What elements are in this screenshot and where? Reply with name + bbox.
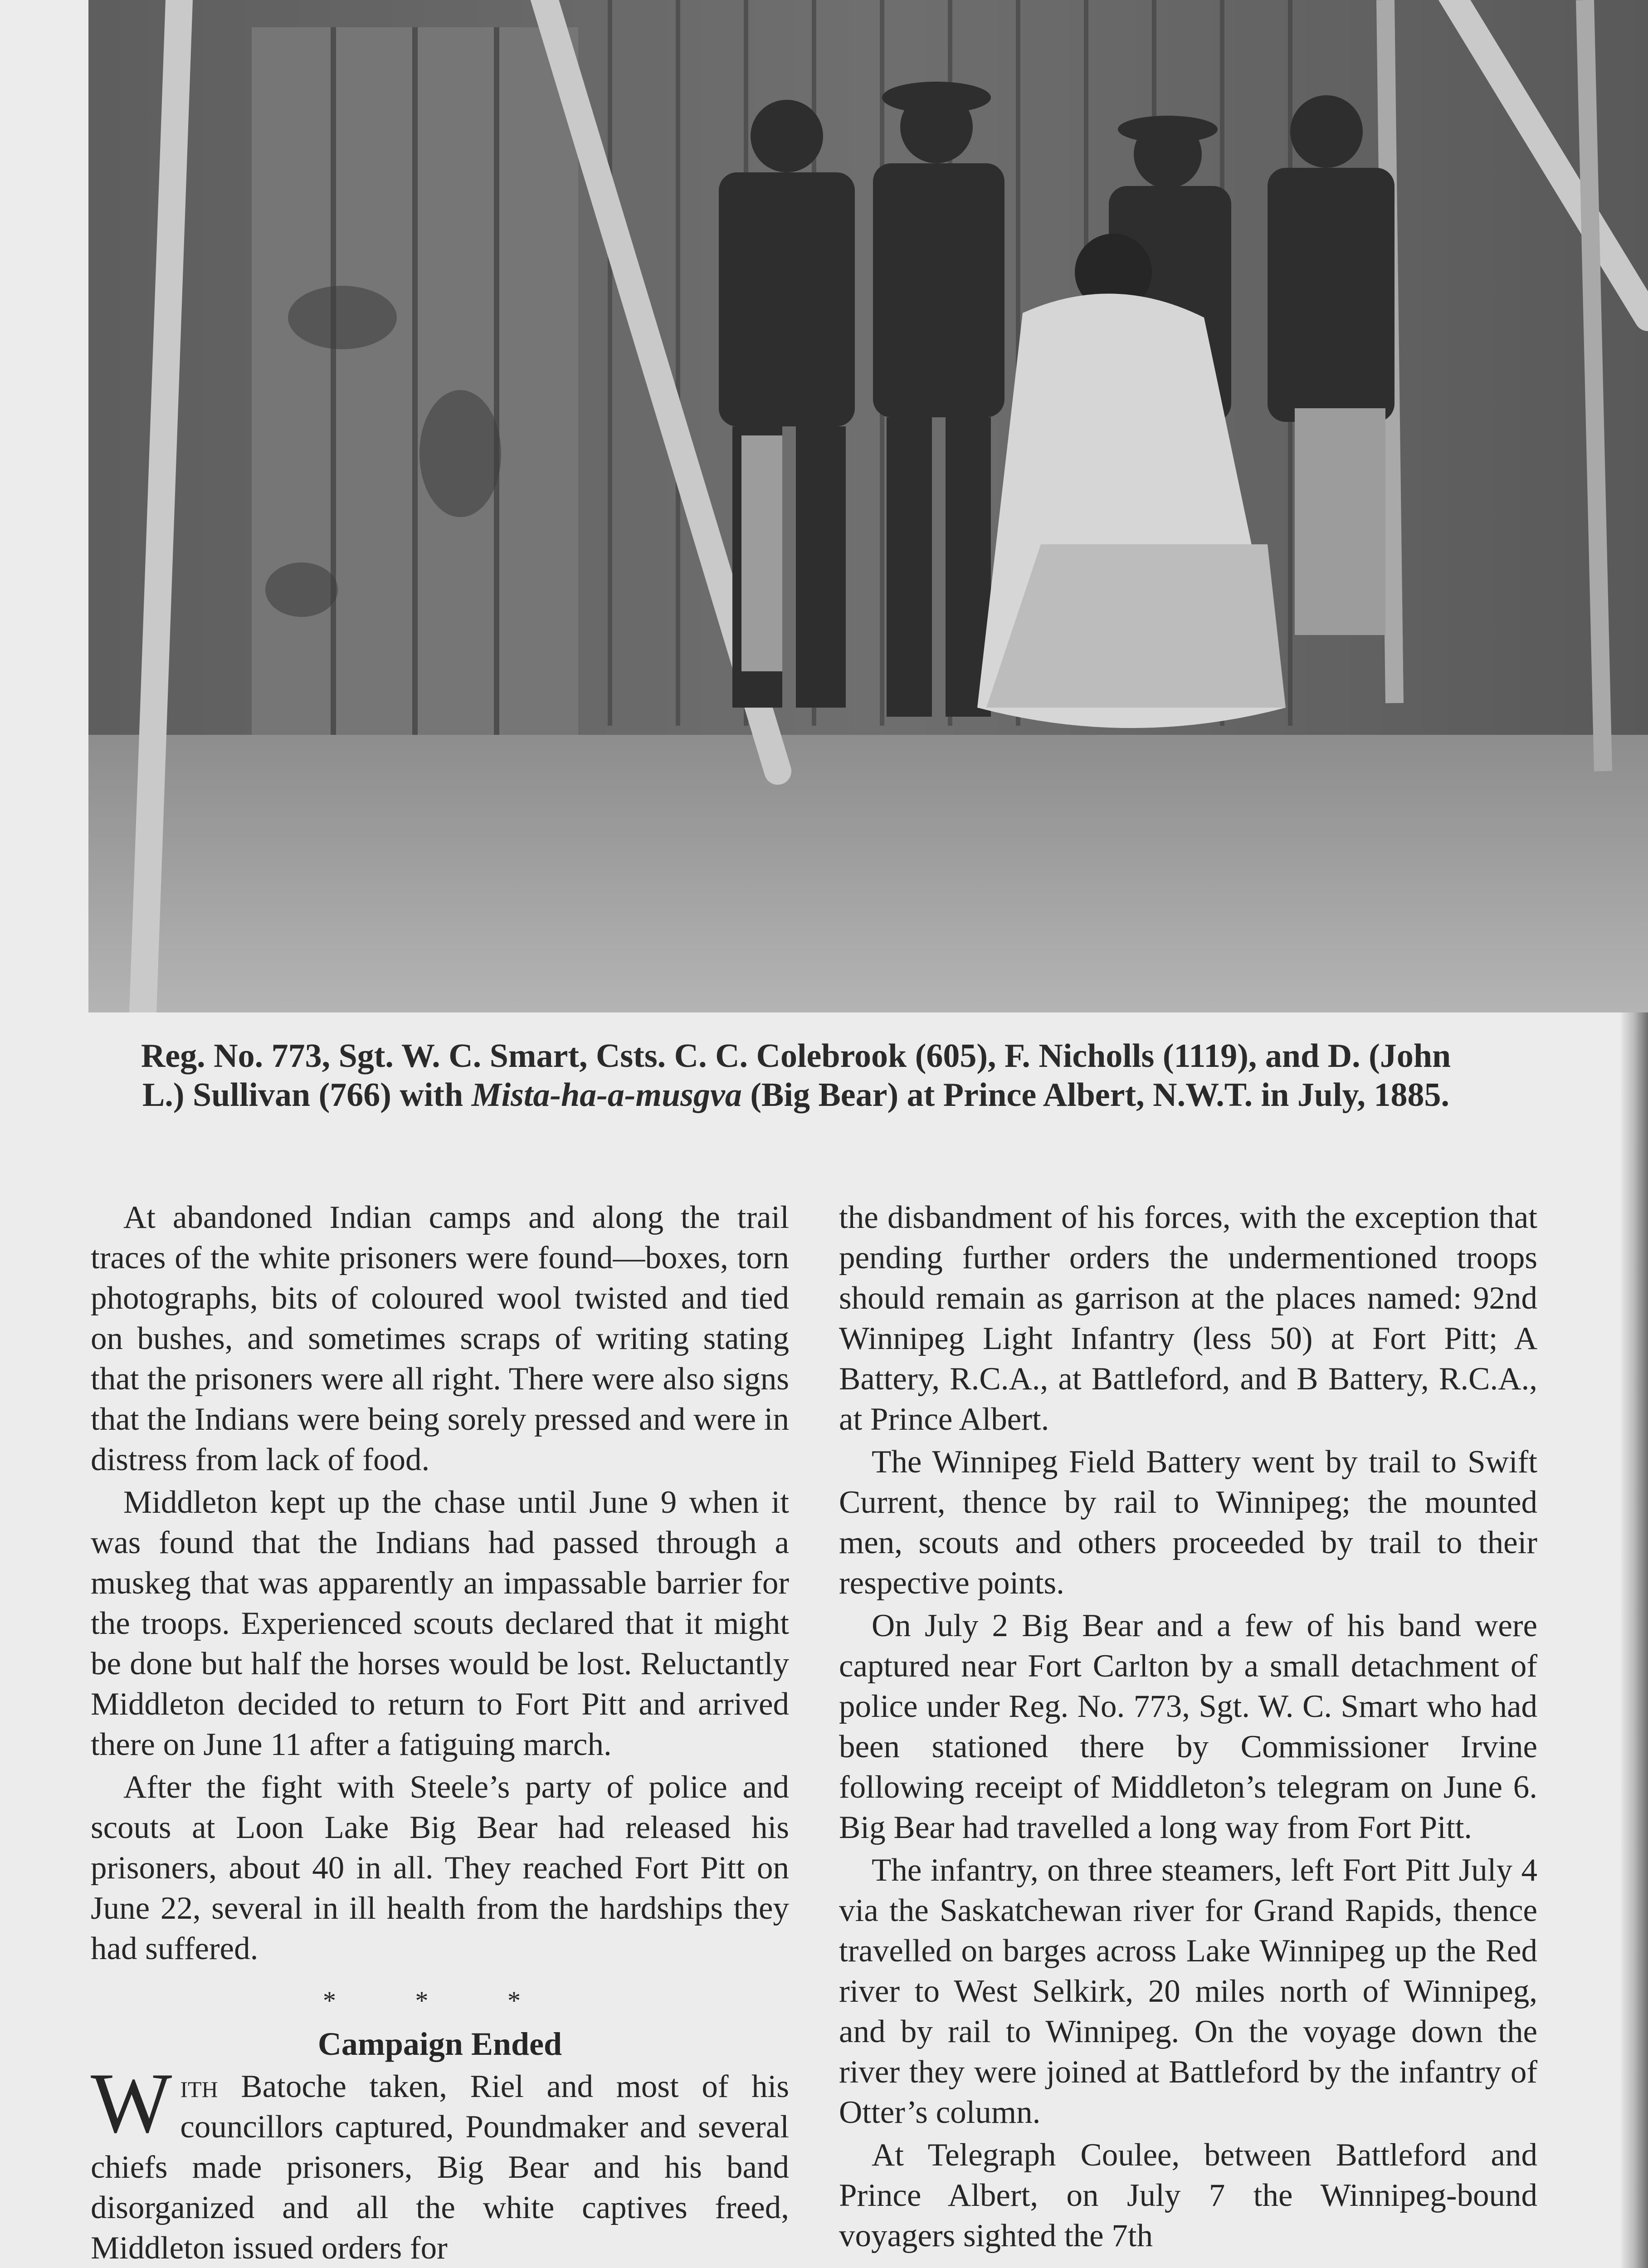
paragraph: The Winnipeg Field Battery went by trail to Swift Current, thence by rail to Winnipeg; the mounted men, scouts and others proceeded by trail to their respective points. [839, 1444, 1537, 1601]
photograph-image [88, 0, 1648, 1012]
paragraph: At abandoned Indian camps and along the trail traces of the white prisoners were found—boxes, torn photographs, bits of coloured wool twisted and tied on bushes, and sometimes scraps of writing stating that the prisoners were all right. There were also signs that the Indians were being sorely pressed and were in distress from lack of food. [91, 1200, 789, 1477]
photo-caption [136, 1036, 1456, 1114]
paragraph-with-dropcap [91, 2056, 789, 2268]
paragraph: The infantry, on three steamers, left Fort Pitt July 4 via the Saskatchewan river for Grand Rapids, thence travelled on barges across Lake Winnipeg up the Red river to West Selkirk, 20 miles north of Winnipeg, and by rail to Winnipeg. On the voyage down the river they were joined at Battleford by the infantry of Otter’s column. [839, 1853, 1537, 2130]
paragraph: On July 2 Big Bear and a few of his band were captured near Fort Carlton by a small detachment of police under Reg. No. 773, Sgt. W. C. Smart who had been stationed there by Commissioner Irvine following receipt of Middleton’s telegram on June 6. Big Bear had travelled a long way from Fort Pitt. [839, 1608, 1537, 1845]
page-binding-shadow [1621, 1012, 1648, 2268]
paragraph: the disbandment of his forces, with the exception that pending further orders the undermentioned troops should remain as garrison at the places named: 92nd Winnipeg Light Infantry (less 50) at Fort Pitt; A Battery, R.C.A., at Battleford, and B Battery, R.C.A., at Prince Albert. [839, 1200, 1537, 1437]
historical-photograph [88, 0, 1648, 1012]
paragraph: At Telegraph Coulee, between Battleford and Prince Albert, on July 7 the Winnipeg-bound voyagers sighted the 7th [839, 2137, 1537, 2253]
paragraph: After the fight with Steele’s party of police and scouts at Loon Lake Big Bear had released his prisoners, about 40 in all. They reached Fort Pitt on June 22, several in ill health from the hardships they had suffered. [91, 1769, 789, 1966]
paragraph: Middleton kept up the chase until June 9 when it was found that the Indians had passed through a muskeg that was apparently an impassable barrier for the troops. Experienced scouts declared that it might be done but half the horses would be lost. Reluctantly Middleton decided to return to Fort Pitt and arrived there on June 11 after a fatiguing march. [91, 1485, 789, 1762]
caption-text-part1: Reg. No. 773, Sgt. W. C. Smart, Csts. C. C. Colebrook (605), F. Nicholls (1119), and D. (John L.) Sullivan (766) with [141, 1037, 1451, 1114]
left-column [91, 1198, 789, 2268]
right-column [839, 1198, 1537, 2258]
drop-cap: W [91, 2056, 172, 2151]
caption-italic-name: Mista-ha-a-musgva [471, 1076, 742, 1114]
section-heading: Campaign Ended [317, 2026, 562, 2062]
small-caps-lead: ith [180, 2069, 218, 2104]
section-divider: * * * [323, 1986, 557, 2015]
caption-text-part2: (Big Bear) at Prince Albert, N.W.T. in July, 1885. [741, 1076, 1449, 1114]
paragraph-text: Batoche taken, Riel and most of his councillors captured, Poundmaker and several chiefs made prisoners, Big Bear and his band disorganized and all the white captives freed, Middleton issued orders for [91, 2069, 789, 2266]
